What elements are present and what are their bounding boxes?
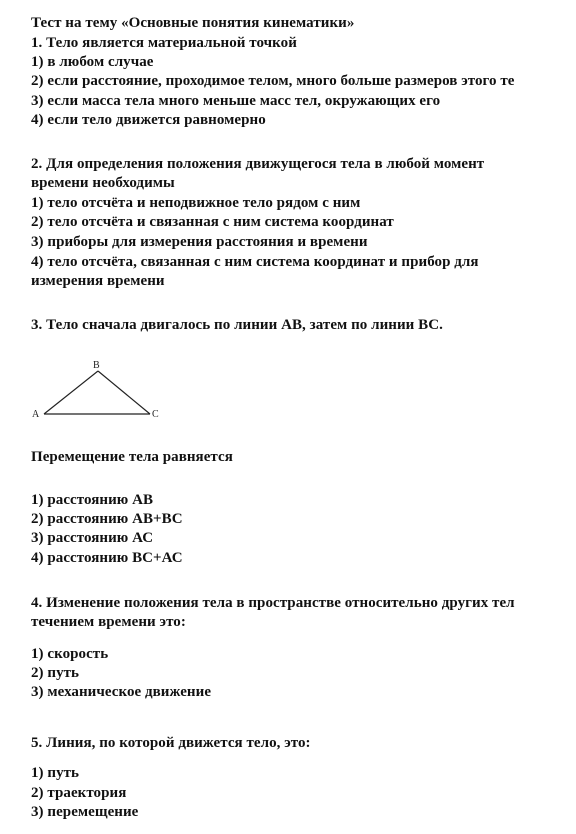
q5-question: 5. Линия, по которой движется тело, это: (31, 735, 311, 751)
q4-option-3: 3) механическое движение (31, 684, 212, 700)
q1-option-1: 1) в любом случае (31, 54, 154, 70)
q5-option-1: 1) путь (31, 765, 80, 781)
q1-question: 1. Тело является материальной точкой (31, 35, 297, 51)
point-c-label: C (152, 409, 159, 420)
q1-option-4: 4) если тело движется равномерно (31, 112, 266, 128)
q2-option-4: 4) тело отсчёта, связанная с ним система координат и прибор для (31, 254, 479, 270)
segment-ab (44, 371, 98, 414)
q3-prompt: Перемещение тела равняется (31, 449, 233, 465)
q3-option-4: 4) расстоянию ВС+АС (31, 550, 183, 566)
q1-option-2: 2) если расстояние, проходимое телом, много больше размеров этого те (31, 73, 515, 89)
q2-question-line-1: 2. Для определения положения движущегося тела в любой момент (31, 156, 485, 172)
q5-option-2: 2) траектория (31, 785, 127, 801)
q2-option-4-continued: измерения времени (31, 273, 165, 289)
q3-question: 3. Тело сначала двигалось по линии АВ, затем по линии ВС. (31, 317, 443, 333)
q2-option-2: 2) тело отсчёта и связанная с ним система координат (31, 214, 394, 230)
q1-option-3: 3) если масса тела много меньше масс тел, окружающих его (31, 93, 441, 109)
q4-option-1: 1) скорость (31, 646, 109, 662)
segment-bc (98, 371, 150, 414)
page-title: Тест на тему «Основные понятия кинематики» (31, 15, 355, 31)
q3-option-3: 3) расстоянию АС (31, 530, 154, 546)
q2-option-3: 3) приборы для измерения расстояния и времени (31, 234, 368, 250)
point-b-label: B (93, 360, 100, 371)
q2-question-line-2: времени необходимы (31, 175, 175, 191)
q3-option-1: 1) расстоянию АВ (31, 492, 154, 508)
point-a-label: A (32, 409, 40, 420)
triangle-diagram (30, 358, 170, 424)
q2-option-1: 1) тело отсчёта и неподвижное тело рядом с ним (31, 195, 361, 211)
q4-question-line-2: течением времени это: (31, 614, 186, 630)
q3-option-2: 2) расстоянию АВ+ВС (31, 511, 183, 527)
q4-option-2: 2) путь (31, 665, 80, 681)
q5-option-3: 3) перемещение (31, 804, 139, 820)
q4-question-line-1: 4. Изменение положения тела в пространстве относительно других тел (31, 595, 515, 611)
